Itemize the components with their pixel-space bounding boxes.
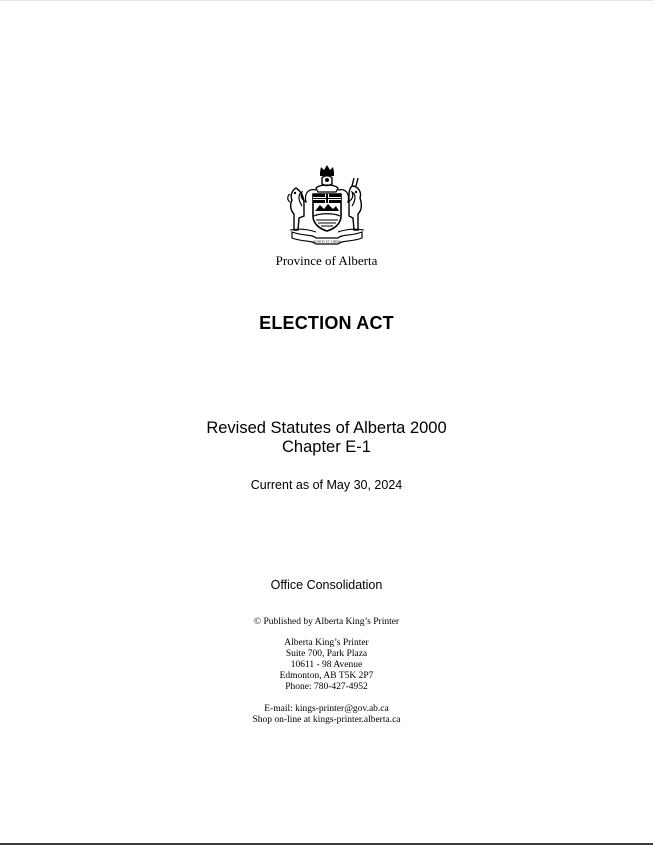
alberta-coat-of-arms-icon xyxy=(282,164,372,248)
shop-online-line: Shop on-line at kings-printer.alberta.ca xyxy=(252,715,401,725)
chapter-citation: Chapter E-1 xyxy=(282,438,371,456)
address-line: Suite 700, Park Plaza xyxy=(285,649,368,659)
publisher-contact xyxy=(0,704,653,726)
address-line: Alberta King’s Printer xyxy=(284,638,369,648)
province-heading: Province of Alberta xyxy=(275,253,378,268)
published-by: © Published by Alberta King’s Printer xyxy=(253,617,400,627)
email-line: E-mail: kings-printer@gov.ab.ca xyxy=(264,704,389,714)
publisher-address xyxy=(0,638,653,693)
top-divider xyxy=(0,0,653,1)
address-line: Phone: 780-427-4952 xyxy=(285,682,368,692)
act-title: ELECTION ACT xyxy=(259,313,394,333)
shield-icon xyxy=(313,194,341,231)
lion-supporter-icon xyxy=(288,188,304,230)
address-line: Edmonton, AB T5K 2P7 xyxy=(279,671,374,681)
address-line: 10611 - 98 Avenue xyxy=(290,660,363,670)
consolidation-label: Office Consolidation xyxy=(270,578,383,592)
crown-icon xyxy=(320,165,334,176)
statutes-citation: Revised Statutes of Alberta 2000 xyxy=(206,419,447,437)
motto-text: FORTIS ET LIBER xyxy=(313,239,341,244)
currency-date: Current as of May 30, 2024 xyxy=(250,478,403,492)
pronghorn-supporter-icon xyxy=(349,178,361,230)
